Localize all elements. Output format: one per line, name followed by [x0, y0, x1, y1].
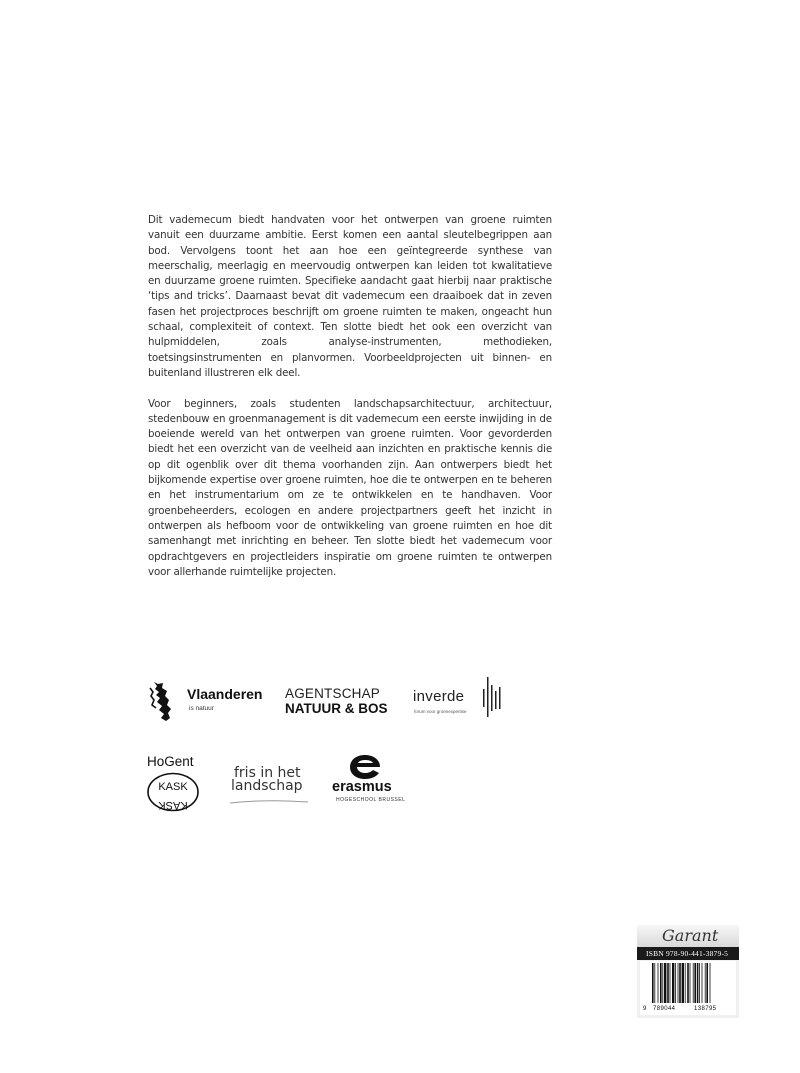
- barcode-stripe: [678, 963, 679, 1003]
- barcode-stripe: [660, 963, 662, 1003]
- agentschap-line2: NATUUR & BOS: [285, 701, 388, 716]
- isbn-number: ISBN 978-90-441-3879-5: [646, 949, 729, 958]
- fris-line2: landschap: [231, 778, 303, 794]
- vlaanderen-title: Vlaanderen: [187, 686, 263, 702]
- agentschap-line1: AGENTSCHAP: [285, 686, 381, 701]
- barcode-stripe: [670, 963, 671, 1003]
- barcode-digits-left: 789044: [653, 1006, 676, 1012]
- barcode-digits-right: 138795: [694, 1006, 717, 1012]
- erasmus-title: erasmus: [332, 779, 392, 795]
- publisher-name: Garant: [662, 926, 719, 945]
- barcode-stripe: [710, 963, 711, 1003]
- paragraph-audience: Voor beginners, zoals studenten landschapsarchitectuur, architectuur, stedenbouw en groenmanagement is dit vademecum een eerste inwijding in de boeiende wereld van het ontwerpen van groene ruimten. Voor gevorderden biedt het een overzicht van de veelheid aan inzichten en praktische kennis die op dit ogenblik over dit thema voorhanden zijn. Aan ontwerpers biedt het bijkomende expertise over groene ruimten, hoe die te ontwerpen en te beheren en het instrumentarium om ze te ontwikkelen en te handhaven. Voor groenbeheerders, ecologen en andere projectpartners geeft het inzicht in ontwerpen als hefboom voor de ontwikkeling van groene ruimten en hoe dit samenhangt met inrichting en beheer. Ten slotte biedt het vademecum voor opdrachtgevers en projectleiders inspiratie om groene ruimten te ontwerpen voor allerhande ruimtelijke projecten.: [148, 397, 552, 578]
- back-cover-text: [148, 213, 552, 580]
- barcode-stripe: [699, 963, 700, 1003]
- erasmus-e-icon: [347, 752, 383, 782]
- fris-line1: fris in het: [234, 765, 301, 781]
- kask-top-label: KASK: [158, 781, 188, 793]
- kask-badge: [146, 772, 200, 812]
- barcode-stripe: [664, 963, 666, 1003]
- barcode-stripe: [697, 963, 699, 1003]
- barcode-stripe: [682, 963, 684, 1003]
- inverde-subtitle: forum voor groenexpertise: [414, 709, 467, 714]
- barcode-stripe: [706, 963, 708, 1003]
- barcode-stripe: [693, 963, 694, 1003]
- barcode-stripe: [690, 963, 691, 1003]
- paragraph-intro: Dit vademecum biedt handvaten voor het ontwerpen van groene ruimten vanuit een duurzame ambitie. Eerst komen een aantal sleutelbegrippen aan bod. Vervolgens toont het aan hoe een geïntegreerde synthese van meerschalig, meerlagig en meervoudig ontwerpen kan leiden tot kwalitatieve en duurzame groene ruimten. Specifieke aandacht gaat hierbij naar praktische ‘tips and tricks’. Daarnaast bevat dit vademecum een draaiboek dat in zeven fasen het projectproces beschrijft om groene ruimten te maken, ongeacht hun schaal, complexiteit of context. Ten slotte biedt het ook een overzicht van hulpmiddelen, zoals analyse-instrumenten, methodieken, toetsingsinstrumenten en planvormen. Voorbeeldprojecten uit binnen- en buitenland illustreren elk deel.: [148, 214, 552, 379]
- bars-icon: [482, 677, 504, 717]
- barcode-stripe: [667, 963, 669, 1003]
- barcode-stripe: [652, 963, 654, 1003]
- barcode-digit-first: 9: [643, 1006, 647, 1012]
- kask-bottom-label: KASK: [158, 799, 188, 811]
- lion-icon: [148, 680, 174, 722]
- barcode-stripe: [675, 963, 676, 1003]
- barcode-stripe: [694, 963, 696, 1003]
- barcode-icon: [652, 963, 732, 1006]
- barcode-stripe: [687, 963, 689, 1003]
- barcode-stripe: [662, 963, 663, 1003]
- hogent-title: HoGent: [147, 754, 194, 769]
- vlaanderen-subtitle: is natuur: [189, 705, 214, 712]
- barcode-stripe: [654, 963, 655, 1003]
- erasmus-subtitle: HOGESCHOOL BRUSSEL: [336, 797, 406, 803]
- barcode-stripe: [679, 963, 681, 1003]
- inverde-title: inverde: [413, 688, 465, 705]
- barcode-stripe: [658, 963, 659, 1003]
- barcode-stripe: [705, 963, 706, 1003]
- barcode-stripe: [672, 963, 674, 1003]
- barcode-stripe: [685, 963, 686, 1003]
- barcode-stripe: [702, 963, 703, 1003]
